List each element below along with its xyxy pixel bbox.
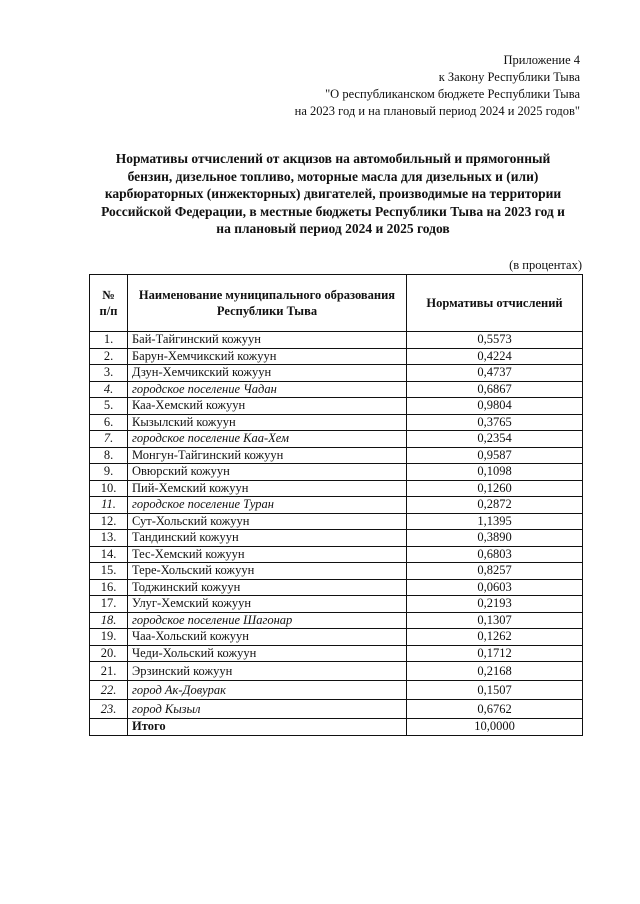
row-number: 14. — [90, 546, 128, 563]
table-body — [90, 332, 583, 736]
table-row — [90, 464, 583, 481]
table-row — [90, 596, 583, 613]
header-name-line: Наименование муниципального образования — [138, 288, 396, 302]
row-name: Барун-Хемчикский кожуун — [128, 348, 407, 365]
header-number-line: п/п — [99, 304, 118, 318]
row-number: 10. — [90, 480, 128, 497]
row-value: 0,2354 — [407, 431, 583, 448]
header-name — [128, 275, 407, 332]
row-number: 21. — [90, 662, 128, 681]
row-name: Монгун-Тайгинский кожуун — [128, 447, 407, 464]
header-number-line: № — [102, 288, 115, 302]
title-line: Нормативы отчислений от акцизов на автомобильный и прямогонный — [115, 151, 551, 166]
table-row — [90, 662, 583, 681]
row-value: 0,1507 — [407, 681, 583, 700]
row-value: 0,4737 — [407, 365, 583, 382]
row-number: 13. — [90, 530, 128, 547]
row-value: 0,9804 — [407, 398, 583, 415]
title-line: на плановый период 2024 и 2025 годов — [216, 221, 450, 236]
row-value: 0,2872 — [407, 497, 583, 514]
row-number: 22. — [90, 681, 128, 700]
table-row — [90, 381, 583, 398]
row-number: 20. — [90, 645, 128, 662]
row-number: 7. — [90, 431, 128, 448]
row-value: 1,1395 — [407, 513, 583, 530]
table-row — [90, 546, 583, 563]
row-value: 0,4224 — [407, 348, 583, 365]
row-value: 0,3765 — [407, 414, 583, 431]
units-note: (в процентах) — [509, 258, 582, 272]
table-row — [90, 563, 583, 580]
row-number: 17. — [90, 596, 128, 613]
table-row — [90, 480, 583, 497]
title-line: бензин, дизельное топливо, моторные масла для дизельных и (или) — [127, 168, 539, 184]
row-name: городское поселение Туран — [128, 497, 407, 514]
row-number: 19. — [90, 629, 128, 646]
row-value: 0,6803 — [407, 546, 583, 563]
row-value: 0,8257 — [407, 563, 583, 580]
appendix-number: Приложение 4 — [503, 53, 580, 67]
table-row — [90, 497, 583, 514]
table-row — [90, 332, 583, 349]
row-name: город Ак-Довурак — [128, 681, 407, 700]
table-row — [90, 530, 583, 547]
row-name: Дзун-Хемчикский кожуун — [128, 365, 407, 382]
row-name: Тоджинский кожуун — [128, 579, 407, 596]
row-value: 0,6762 — [407, 700, 583, 719]
table-row — [90, 681, 583, 700]
appendix-law-ref: к Закону Республики Тыва — [438, 70, 580, 84]
row-name: Чеди-Хольский кожуун — [128, 645, 407, 662]
row-value: 0,1307 — [407, 612, 583, 629]
row-value: 0,2193 — [407, 596, 583, 613]
row-number: 1. — [90, 332, 128, 349]
row-name: Тере-Хольский кожуун — [128, 563, 407, 580]
row-name: Пий-Хемский кожуун — [128, 480, 407, 497]
row-value: 0,3890 — [407, 530, 583, 547]
row-name: Сут-Хольский кожуун — [128, 513, 407, 530]
row-name: Бай-Тайгинский кожуун — [128, 332, 407, 349]
header-name-line: Республики Тыва — [216, 304, 318, 318]
row-number: 3. — [90, 365, 128, 382]
total-value: 10,0000 — [407, 719, 583, 736]
row-value: 0,1712 — [407, 645, 583, 662]
row-value: 0,1262 — [407, 629, 583, 646]
row-number: 9. — [90, 464, 128, 481]
header-number — [90, 275, 128, 332]
row-name: город Кызыл — [128, 700, 407, 719]
row-name: городское поселение Чадан — [128, 381, 407, 398]
row-number: 2. — [90, 348, 128, 365]
table-row — [90, 579, 583, 596]
row-value: 0,2168 — [407, 662, 583, 681]
row-number: 12. — [90, 513, 128, 530]
title-line: Российской Федерации, в местные бюджеты Республики Тыва на 2023 год и — [101, 203, 565, 219]
total-label: Итого — [128, 719, 407, 736]
row-name: Эрзинский кожуун — [128, 662, 407, 681]
appendix-law-title: "О республиканском бюджете Республики Тыва — [325, 87, 580, 101]
table-row — [90, 513, 583, 530]
row-number: 11. — [90, 497, 128, 514]
row-number: 23. — [90, 700, 128, 719]
table-row — [90, 431, 583, 448]
total-row — [90, 719, 583, 736]
table-header-row — [90, 275, 583, 332]
row-number: 5. — [90, 398, 128, 415]
appendix-header — [295, 52, 580, 120]
table-row — [90, 700, 583, 719]
row-name: городское поселение Шагонар — [128, 612, 407, 629]
row-value: 0,9587 — [407, 447, 583, 464]
title-line: карбюраторных (инжекторных) двигателей, производимые на территории — [104, 186, 562, 201]
row-name: Овюрский кожуун — [128, 464, 407, 481]
row-name: Тес-Хемский кожуун — [128, 546, 407, 563]
row-number: 18. — [90, 612, 128, 629]
table-row — [90, 414, 583, 431]
row-value: 0,6867 — [407, 381, 583, 398]
table-row — [90, 645, 583, 662]
table-row — [90, 398, 583, 415]
table-row — [90, 629, 583, 646]
row-name: Тандинский кожуун — [128, 530, 407, 547]
row-name: городское поселение Каа-Хем — [128, 431, 407, 448]
table-row — [90, 348, 583, 365]
header-value: Нормативы отчислений — [407, 275, 583, 332]
table-row — [90, 447, 583, 464]
row-number: 16. — [90, 579, 128, 596]
table-row — [90, 365, 583, 382]
row-number: 15. — [90, 563, 128, 580]
table-row — [90, 612, 583, 629]
row-value: 0,0603 — [407, 579, 583, 596]
appendix-law-period: на 2023 год и на плановый период 2024 и 2025 годов" — [294, 104, 580, 118]
row-name: Улуг-Хемский кожуун — [128, 596, 407, 613]
document-title — [86, 150, 580, 238]
row-value: 0,1098 — [407, 464, 583, 481]
row-number: 4. — [90, 381, 128, 398]
row-number: 8. — [90, 447, 128, 464]
row-value: 0,1260 — [407, 480, 583, 497]
norms-table — [89, 274, 583, 736]
row-number: 6. — [90, 414, 128, 431]
row-name: Каа-Хемский кожуун — [128, 398, 407, 415]
total-number — [90, 719, 128, 736]
row-name: Чаа-Хольский кожуун — [128, 629, 407, 646]
row-value: 0,5573 — [407, 332, 583, 349]
row-name: Кызылский кожуун — [128, 414, 407, 431]
